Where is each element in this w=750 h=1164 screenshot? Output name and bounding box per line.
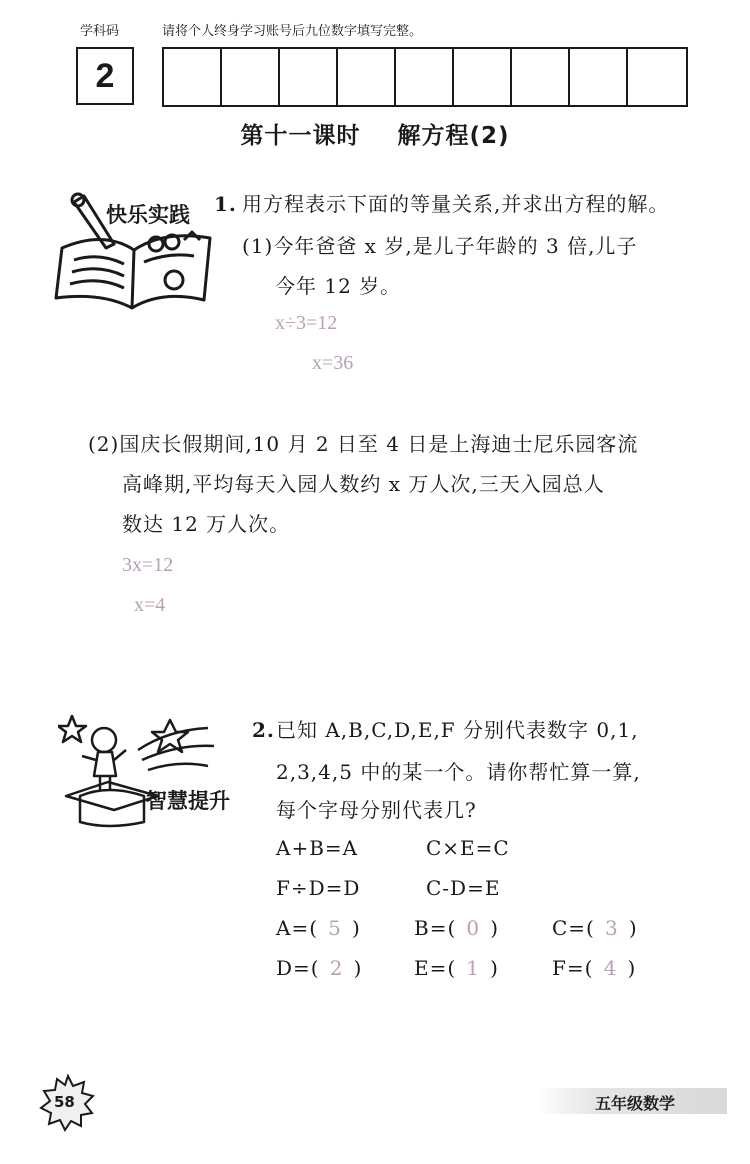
digit-box[interactable] (570, 49, 628, 105)
answer-b-value[interactable]: 0 (466, 916, 481, 940)
improve-badge: 智慧提升 (146, 789, 230, 813)
answer-d-value[interactable]: 2 (329, 956, 344, 980)
answer-a-value[interactable]: 5 (328, 916, 342, 940)
q2-line2: 2,3,4,5 中的某一个。请你帮忙算一算, (276, 760, 641, 784)
q2-line3: 每个字母分别代表几? (276, 798, 477, 822)
subject-code-box: 2 (76, 47, 134, 105)
subject-code-label: 学科码 (80, 24, 120, 39)
q1-1-line1: (1)今年爸爸 x 岁,是儿子年龄的 3 倍,儿子 (242, 234, 638, 258)
answer-f-value[interactable]: 4 (603, 956, 618, 980)
book-title: 五年级数学 (594, 1094, 675, 1113)
answer-c-value[interactable]: 3 (605, 916, 619, 940)
answer-c: C=( 3 ) (552, 908, 638, 948)
answer-b: B=( 0 ) (414, 908, 499, 948)
q1-2-answer-solution: x=4 (134, 594, 166, 616)
q1-1-line2: 今年 12 岁。 (275, 274, 402, 298)
q1-2-answer-equation: 3x=12 (122, 554, 174, 576)
page-number: 58 (54, 1093, 75, 1111)
q1-2-line2: 高峰期,平均每天入园人数约 x 万人次,三天入园总人 (122, 472, 605, 496)
digit-box[interactable] (164, 49, 222, 105)
equation-4: C-D=E (426, 876, 501, 900)
equation-1: A+B=A (276, 836, 359, 860)
lesson-number: 第十一课时 (240, 123, 361, 149)
q1-1-answer-equation: x÷3=12 (275, 312, 338, 334)
q1-1-answer-solution: x=36 (312, 352, 354, 374)
lesson-title (0, 117, 750, 150)
account-instruction: 请将个人终身学习账号后九位数字填写完整。 (162, 24, 423, 39)
practice-badge: 快乐实践 (106, 203, 190, 227)
digit-box[interactable] (454, 49, 512, 105)
digit-box[interactable] (396, 49, 454, 105)
book-title-bar (537, 1088, 727, 1114)
digit-box[interactable] (222, 49, 280, 105)
q1-2-line1: (2)国庆长假期间,10 月 2 日至 4 日是上海迪士尼乐园客流 (88, 432, 639, 456)
equation-2: C×E=C (426, 836, 510, 860)
answer-e-value[interactable]: 1 (466, 956, 481, 980)
q2-number: 2. (252, 718, 275, 742)
lesson-topic: 解方程(2) (397, 123, 510, 149)
digit-box[interactable] (628, 49, 686, 105)
digit-box[interactable] (338, 49, 396, 105)
account-digit-boxes (162, 47, 688, 107)
answer-f: F=( 4 ) (552, 948, 636, 988)
answer-d: D=( 2 ) (276, 948, 362, 988)
equation-3: F÷D=D (276, 876, 361, 900)
q2-line1: 已知 A,B,C,D,E,F 分别代表数字 0,1, (276, 718, 639, 742)
digit-box[interactable] (280, 49, 338, 105)
answer-a: A=( 5 ) (276, 908, 361, 948)
digit-box[interactable] (512, 49, 570, 105)
q1-number: 1. (214, 192, 237, 216)
q1-2-line3: 数达 12 万人次。 (122, 512, 291, 536)
q1-text: 用方程表示下面的等量关系,并求出方程的解。 (242, 192, 670, 216)
answer-e: E=( 1 ) (414, 948, 499, 988)
